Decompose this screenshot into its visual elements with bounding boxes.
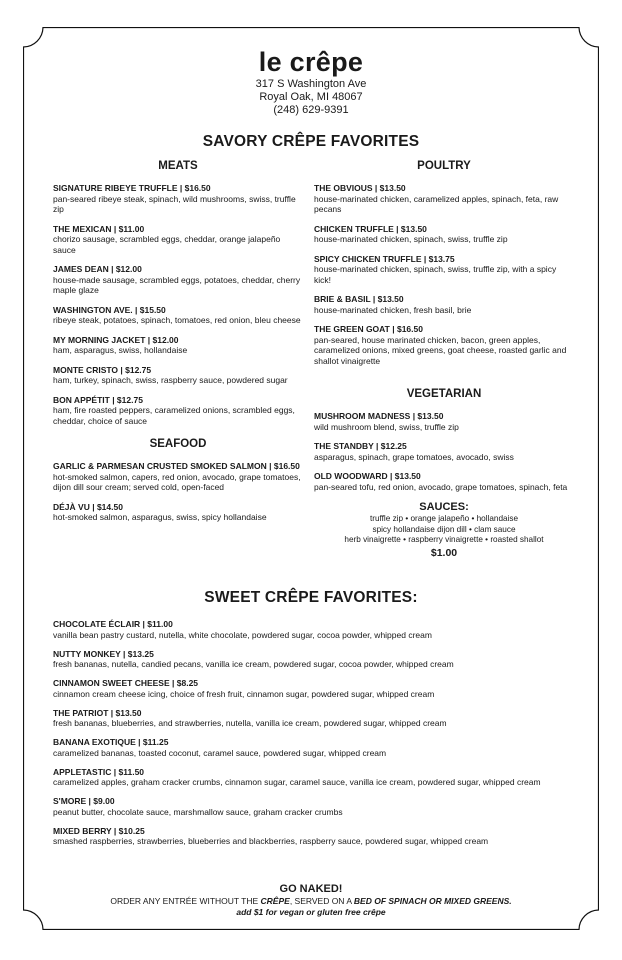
item-description: ham, asparagus, swiss, hollandaise — [53, 345, 188, 355]
item-description: house-marinated chicken, caramelized apples, spinach, feta, raw pecans — [314, 193, 559, 214]
item-description: hot-smoked salmon, asparagus, swiss, spicy hollandaise — [53, 512, 267, 522]
order-greens: BED OF SPINACH OR MIXED GREENS. — [353, 896, 512, 906]
item-description: vanilla bean pastry custard, nutella, white chocolate, powdered sugar, cocoa powder, whipped cream — [53, 629, 432, 640]
phone-number: (248) 629-9391 — [273, 104, 349, 116]
category-seafood: SEAFOOD — [149, 438, 207, 450]
savory-section-title: SAVORY CRÊPE FAVORITES — [202, 133, 420, 150]
menu-item — [53, 767, 573, 788]
menu-item — [314, 224, 574, 245]
item-description: house-marinated chicken, spinach, swiss, truffle zip, with a spicy kick! — [314, 264, 557, 285]
sauce-list-line: spicy hollandaise dijon dill • clam sauce — [372, 524, 516, 534]
item-description: fresh bananas, nutella, candied pecans, vanilla ice cream, powdered sugar, cocoa powder, whipped cream — [53, 659, 454, 669]
item-name: THE MEXICAN | $11.00 — [53, 223, 145, 234]
menu-item — [53, 305, 303, 326]
menu-item — [53, 335, 303, 356]
item-description: caramelized apples, graham cracker crumbs, cinnamon sugar, caramel sauce, vanilla ice cream, powdered sugar, whipped cream — [53, 777, 541, 787]
menu-item — [53, 649, 573, 670]
item-description: caramelized bananas, toasted coconut, caramel sauce, powdered sugar, whipped cream — [53, 747, 387, 758]
item-name: BRIE & BASIL | $13.50 — [314, 294, 404, 304]
item-name: MONTE CRISTO | $12.75 — [53, 364, 152, 375]
menu-item — [53, 826, 573, 847]
item-name: CHICKEN TRUFFLE | $13.50 — [314, 223, 427, 234]
vegan-gluten-note: add $1 for vegan or gluten free crêpe — [236, 907, 386, 917]
sauces-block — [314, 501, 574, 560]
item-description: pan-seared tofu, red onion, avocado, grape tomatoes, spinach, feta — [314, 481, 568, 492]
order-crepe: CRÊPE — [260, 896, 290, 906]
item-name: GARLIC & PARMESAN CRUSTED SMOKED SALMON | $16.50 — [53, 461, 300, 471]
menu-item — [314, 254, 574, 286]
menu-item — [53, 502, 303, 523]
item-name: CHOCOLATE ÉCLAIR | $11.00 — [53, 619, 173, 629]
menu-item — [314, 183, 574, 215]
category-vegetarian: VEGETARIAN — [406, 388, 482, 400]
item-name: BANANA EXOTIQUE | $11.25 — [53, 737, 169, 747]
restaurant-header — [0, 46, 622, 117]
item-description: house-made sausage, scrambled eggs, potatoes, cheddar, cherry maple glaze — [53, 274, 301, 295]
menu-item — [53, 619, 573, 640]
menu-item — [314, 471, 574, 492]
item-name: WASHINGTON AVE. | $15.50 — [53, 304, 166, 315]
menu-item — [53, 796, 573, 817]
item-name: THE STANDBY | $12.25 — [314, 441, 407, 451]
go-naked-heading: GO NAKED! — [279, 883, 343, 895]
item-name: MY MORNING JACKET | $12.00 — [53, 334, 179, 345]
item-description: house-marinated chicken, spinach, swiss, truffle zip — [314, 234, 508, 244]
right-column — [314, 160, 574, 560]
item-name: THE GREEN GOAT | $16.50 — [314, 324, 423, 334]
sauce-list-line: herb vinaigrette • raspberry vinaigrette • roasted shallot — [344, 535, 544, 544]
item-name: CINNAMON SWEET CHEESE | $8.25 — [53, 678, 199, 688]
item-name: APPLETASTIC | $11.50 — [53, 766, 145, 777]
menu-item — [53, 737, 573, 758]
item-description: peanut butter, chocolate sauce, marshmallow sauce, graham cracker crumbs — [53, 806, 343, 817]
item-name: NUTTY MONKEY | $13.25 — [53, 648, 154, 659]
sweet-items-list — [53, 619, 573, 855]
item-description: wild mushroom blend, swiss, truffle zip — [314, 421, 459, 432]
item-name: JAMES DEAN | $12.00 — [53, 264, 142, 274]
menu-item — [314, 441, 574, 462]
item-name: THE PATRIOT | $13.50 — [53, 707, 142, 718]
left-column — [53, 160, 303, 532]
item-description: smashed raspberries, strawberries, blueberries and blackberries, raspberry sauce, powdered sugar, whipped cream — [53, 836, 489, 846]
menu-item — [53, 708, 573, 729]
sauces-title: SAUCES: — [419, 501, 469, 513]
sweet-section-title: SWEET CRÊPE FAVORITES: — [204, 589, 418, 606]
menu-item — [53, 678, 573, 699]
order-text: ORDER ANY ENTRÉE WITHOUT THE — [110, 896, 261, 906]
footer-note — [0, 882, 622, 918]
item-description: asparagus, spinach, grape tomatoes, avocado, swiss — [314, 451, 514, 462]
item-name: BON APPÉTIT | $12.75 — [53, 394, 143, 405]
item-name: MIXED BERRY | $10.25 — [53, 825, 145, 836]
street-address: 317 S Washington Ave — [255, 78, 367, 90]
order-instructions — [0, 896, 622, 907]
item-description: pan-seared ribeye steak, spinach, wild mushrooms, swiss, truffle zip — [53, 193, 296, 214]
menu-item — [53, 224, 303, 256]
item-name: DÉJÀ VU | $14.50 — [53, 501, 123, 512]
item-description: pan-seared, house marinated chicken, bacon, green apples, caramelized onions, mixed greens, goat cheese, roasted garlic and shallot vinaigrette — [314, 334, 567, 366]
item-name: SIGNATURE RIBEYE TRUFFLE | $16.50 — [53, 183, 211, 193]
menu-item — [314, 294, 574, 315]
menu-item — [314, 324, 574, 366]
menu-item — [314, 411, 574, 432]
category-poultry: POULTRY — [417, 160, 471, 172]
menu-item — [53, 461, 303, 493]
category-meats: MEATS — [158, 160, 198, 172]
menu-item — [53, 183, 303, 215]
item-description: ham, fire roasted peppers, caramelized onions, scrambled eggs, cheddar, choice of sauce — [53, 405, 295, 426]
item-name: OLD WOODWARD | $13.50 — [314, 471, 421, 481]
item-description: chorizo sausage, scrambled eggs, cheddar, orange jalapeño sauce — [53, 234, 281, 255]
restaurant-name: le crêpe — [258, 47, 364, 77]
item-name: SPICY CHICKEN TRUFFLE | $13.75 — [314, 253, 455, 264]
item-description: ham, turkey, spinach, swiss, raspberry sauce, powdered sugar — [53, 375, 288, 385]
order-text: , SERVED ON A — [289, 896, 354, 906]
menu-item — [53, 395, 303, 427]
item-description: fresh bananas, blueberries, and strawberries, nutella, vanilla ice cream, powdered sugar, whipped cream — [53, 718, 447, 728]
item-description: ribeye steak, potatoes, spinach, tomatoes, red onion, bleu cheese — [53, 315, 301, 325]
item-name: MUSHROOM MADNESS | $13.50 — [314, 411, 444, 421]
sauce-list-line: truffle zip • orange jalapeño • hollandaise — [369, 514, 519, 523]
menu-item — [53, 264, 303, 296]
city-state-zip: Royal Oak, MI 48067 — [259, 91, 363, 103]
item-name: THE OBVIOUS | $13.50 — [314, 183, 406, 193]
item-description: cinnamon cream cheese icing, choice of fresh fruit, cinnamon sugar, powdered sugar, whipped cream — [53, 688, 435, 699]
item-description: hot-smoked salmon, capers, red onion, avocado, grape tomatoes, dijon dill sour cream; served cold, open-faced — [53, 471, 301, 492]
sauce-price: $1.00 — [430, 546, 458, 559]
item-description: house-marinated chicken, fresh basil, brie — [314, 304, 472, 315]
menu-item — [53, 365, 303, 386]
item-name: S'MORE | $9.00 — [53, 796, 115, 806]
